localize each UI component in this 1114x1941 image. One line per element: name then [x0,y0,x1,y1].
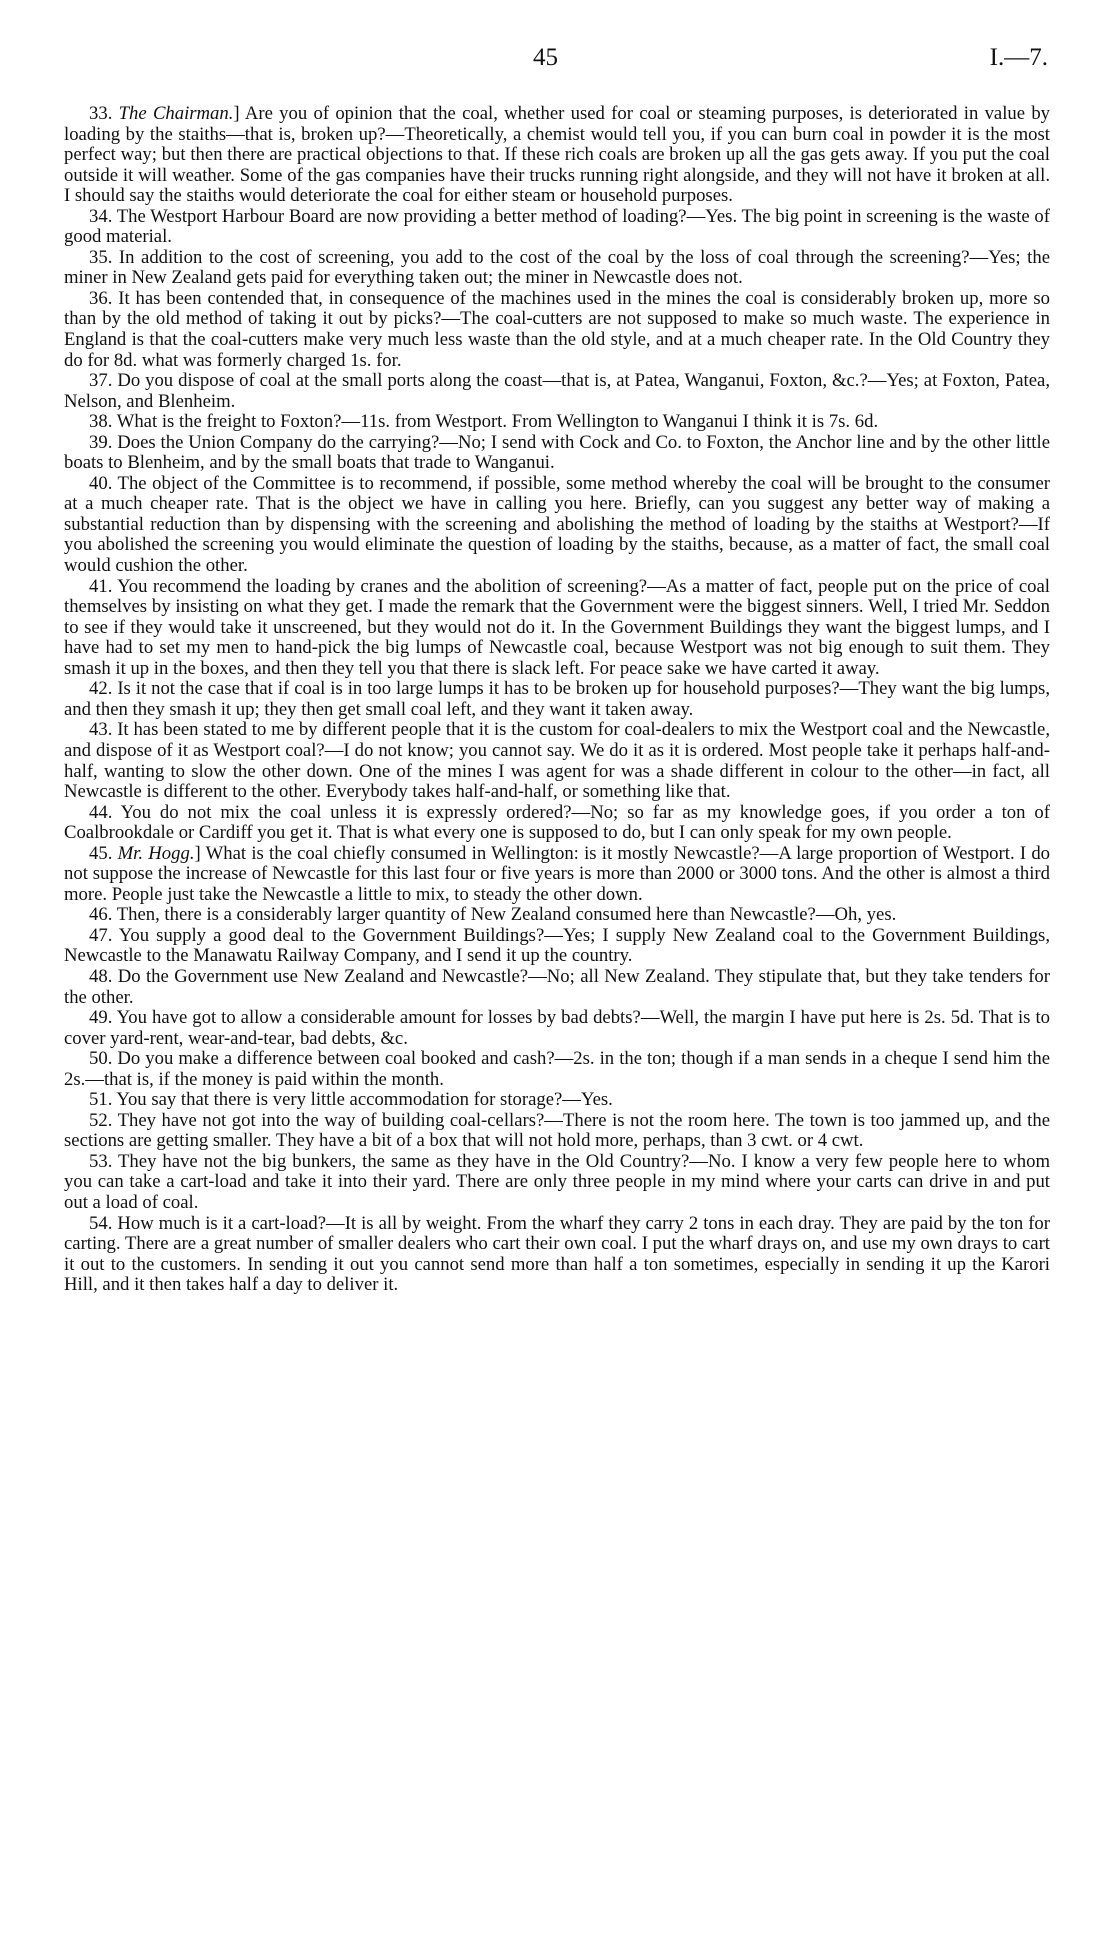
paragraph-text: They have not the big bunkers, the same as they have in the Old Country?—No. I know a very few people here to whom you can take a cart-load and take it into their yard. There are only three people in my mind where your carts can drive in and put out a load of coal. [64,1150,1050,1213]
paragraph-number: 33. [89,103,113,124]
paragraph-38 [64,412,1050,433]
paragraph-text: You do not mix the coal unless it is expressly ordered?—No; so far as my knowledge goes, if you order a ton of Coalbrookdale or Cardiff you get it. That is what every one is supposed to do, but I can only speak for my own people. [64,801,1050,844]
paragraph-41 [64,577,1050,680]
speaker-name: The Chairman. [118,103,234,124]
speaker-bracket: ] [233,103,240,124]
paragraph-47 [64,926,1050,967]
paragraph-40 [64,474,1050,577]
paragraph-text: What is the coal chiefly consumed in Wellington: is it mostly Newcastle?—A large proportion of Westport. I do not suppose the increase of Newcastle for this last four or five years is more than 2000 or 3000 tons. And the other is almost a third more. People just take the Newcastle a little to mix, to steady the other down. [64,842,1051,905]
paragraph-text: You say that there is very little accommodation for storage?—Yes. [112,1089,613,1111]
page-number: 45 [533,44,558,71]
paragraph-51 [64,1090,1050,1111]
paragraph-33 [64,104,1050,207]
paragraph-text: Is it not the case that if coal is in too large lumps it has to be broken up for household purposes?—They want the big lumps, and then they smash it up; they then get small coal left, and they want it taken away. [64,678,1050,720]
paragraph-number: 49. [89,1007,113,1029]
paragraph-number: 53. [89,1150,113,1172]
paragraph-number: 42. [89,678,113,700]
paragraph-35 [64,248,1050,289]
paragraph-number: 52. [89,1109,113,1131]
paragraph-text: How much is it a cart-load?—It is all by weight. From the wharf they carry 2 tons in each dray. They are paid by the ton for carting. There are a great number of smaller dealers who cart their own coal. I put the wharf drays on, and use my own drays to cart it out to the customers. In sending it out you cannot send more than half a ton sometimes, especially in sending it up the Karori Hill, and it then takes half a day to deliver it. [64,1212,1050,1296]
paragraph-text: You recommend the loading by cranes and the abolition of screening?—As a matter of fact, people put on the price of coal themselves by insisting on what they get. I made the remark that the Government were the biggest sinners. Well, I tried Mr. Seddon to see if they would take it unscreened, but they would not do it. In the Government Buildings they want the biggest lumps, and I have had to set my men to hand-pick the big lumps of Newcastle coal, because Westport was not big enough to suit them. They smash it up in the boxes, and then they tell you that there is slack left. For peace sake we have carted it away. [64,575,1050,679]
paragraph-text: They have not got into the way of building coal-cellars?—There is not the room here. The town is too jammed up, and the sections are getting smaller. They have a bit of a box that will not hold more, perhaps, than 3 cwt. or 4 cwt. [64,1109,1050,1152]
paragraph-number: 41. [89,575,113,597]
paragraph-text: You supply a good deal to the Government Buildings?—Yes; I supply New Zealand coal to the Government Buildings, Newcastle to the Manawatu Railway Company, and I send it up the country. [64,924,1050,967]
paragraph-number: 44. [89,801,113,823]
paragraph-50 [64,1049,1050,1090]
document-reference: I.—7. [989,44,1048,71]
paragraph-48 [64,967,1050,1008]
document-body [64,104,1050,1296]
paragraph-49 [64,1008,1050,1049]
paragraph-number: 46. [89,904,113,926]
paragraph-text: Are you of opinion that the coal, whether used for coal or steaming purposes, is deteriorated in value by loading by the staiths—that is, broken up?—Theoretically, a chemist would tell you, if you can burn coal in powder it is the most perfect way; but then there are practical objections to that. If these rich coals are broken up all the gas gets away. If you put the coal outside it will weather. Some of the gas companies have their trucks running right alongside, and they will not have it broken at all. I should say the staiths would deteriorate the coal for either steam or household purposes. [64,103,1051,207]
paragraph-42 [64,679,1050,720]
paragraph-text: Does the Union Company do the carrying?—No; I send with Cock and Co. to Foxton, the Anchor line and by the other little boats to Blenheim, and by the small boats that trade to Wanganui. [64,431,1050,474]
paragraph-text: The Westport Harbour Board are now providing a better method of loading?—Yes. The big point in screening is the waste of good material. [64,205,1050,248]
speaker-bracket: ] [194,842,201,864]
paragraph-text: You have got to allow a considerable amount for losses by bad debts?—Well, the margin I have put here is 2s. 5d. That is to cover yard-rent, wear-and-tear, bad debts, &c. [64,1007,1050,1049]
paragraph-43 [64,720,1050,802]
paragraph-number: 39. [89,431,113,453]
paragraph-53 [64,1152,1050,1214]
paragraph-text: In addition to the cost of screening, you add to the cost of the coal by the loss of coal through the screening?—Yes; the miner in New Zealand gets paid for everything taken out; the miner in Newcastle does not. [64,246,1050,289]
paragraph-44 [64,803,1050,844]
paragraph-text: Do you dispose of coal at the small ports along the coast—that is, at Patea, Wanganui, Foxton, &c.?—Yes; at Foxton, Patea, Nelson, and Blenheim. [64,370,1050,412]
paragraph-number: 40. [89,472,113,494]
paragraph-number: 54. [89,1212,113,1234]
page-header [0,44,1114,84]
paragraph-number: 34. [89,205,113,227]
paragraph-45 [64,844,1050,906]
paragraph-46 [64,905,1050,926]
paragraph-text: It has been contended that, in consequence of the machines used in the mines the coal is considerably broken up, more so than by the old method of taking it out by picks?—The coal-cutters are not supposed to make so much waste. The experience in England is that the coal-cutters make very much less waste than the old style, and at a much cheaper rate. In the Old Country they do for 8d. what was formerly charged 1s. for. [64,287,1050,371]
paragraph-number: 47. [89,924,113,946]
paragraph-text: It has been stated to me by different people that it is the custom for coal-dealers to mix the Westport coal and the Newcastle, and dispose of it as Westport coal?—I do not know; you cannot say. We do it as it is ordered. Most people take it perhaps half-and-half, wanting to slow the other down. One of the mines I was agent for was a shade different in colour to the other—in fact, all Newcastle is different to the other. Everybody takes half-and-half, or something like that. [64,719,1050,803]
paragraph-34 [64,207,1050,248]
paragraph-text: Then, there is a considerably larger quantity of New Zealand consumed here than Newcastle?—Oh, yes. [112,904,897,926]
paragraph-37 [64,371,1050,412]
paragraph-number: 36. [89,287,113,309]
paragraph-text: What is the freight to Foxton?—11s. from Westport. From Wellington to Wanganui I think it is 7s. 6d. [112,411,879,433]
paragraph-number: 45. [89,842,113,864]
paragraph-52 [64,1111,1050,1152]
paragraph-39 [64,433,1050,474]
paragraph-54 [64,1214,1050,1296]
paragraph-36 [64,289,1050,371]
paragraph-text: Do the Government use New Zealand and Newcastle?—No; all New Zealand. They stipulate that, but they take tenders for the other. [64,965,1050,1008]
paragraph-number: 37. [89,370,113,392]
paragraph-text: Do you make a difference between coal booked and cash?—2s. in the ton; though if a man sends in a cheque I send him the 2s.—that is, if the money is paid within the month. [64,1048,1050,1090]
paragraph-number: 50. [89,1048,113,1070]
paragraph-number: 51. [89,1089,113,1111]
paragraph-number: 38. [89,411,113,433]
speaker-name: Mr. Hogg. [117,842,195,864]
paragraph-text: The object of the Committee is to recommend, if possible, some method whereby the coal will be brought to the consumer at a much cheaper rate. That is the object we have in calling you here. Briefly, can you suggest any better way of making a substantial reduction than by dispensing with the screening and abolishing the method of loading by the staiths at Westport?—If you abolished the screening you would eliminate the question of loading by the staiths, because, as a matter of fact, the small coal would cushion the other. [64,472,1050,577]
paragraph-number: 48. [89,965,113,987]
paragraph-number: 35. [89,246,113,268]
paragraph-number: 43. [89,719,113,741]
